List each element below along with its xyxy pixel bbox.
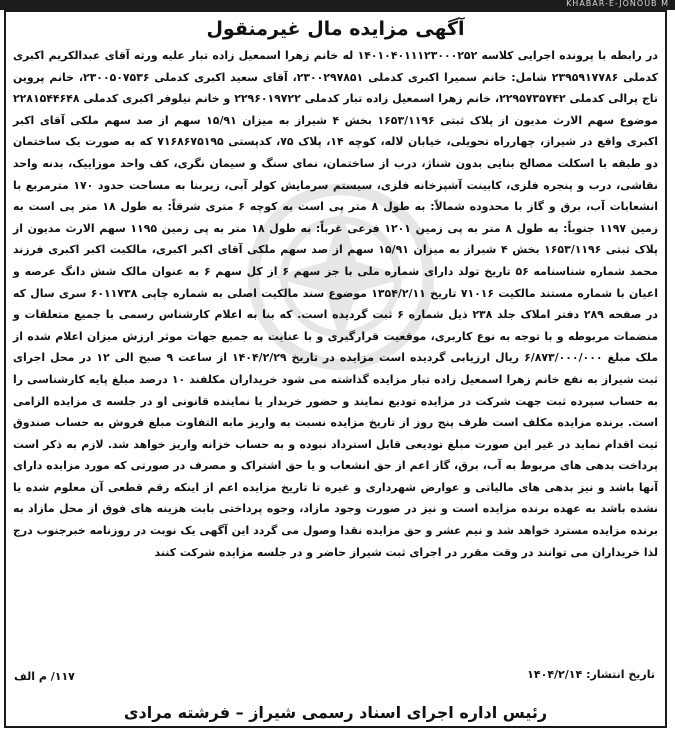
publish-info	[527, 666, 655, 684]
source-banner-text: KHABAR-E-JONOUB M	[566, 0, 669, 8]
publish-date-line	[527, 666, 655, 684]
publish-date-label: تاریخ انتشار:	[586, 668, 655, 681]
source-banner	[0, 0, 675, 10]
reference-info	[14, 668, 75, 686]
notice-title: آگهی مزایده مال غیرمنقول	[206, 18, 465, 40]
reference-number: ۱۱۷/ م الف	[14, 670, 75, 683]
publish-date: ۱۴۰۴/۲/۱۴	[527, 668, 583, 681]
notice-frame	[4, 10, 667, 728]
signature-line: رئیس اداره اجرای اسناد رسمی شیراز – فرشته مرادی	[123, 703, 548, 722]
notice-body: در رابطه با پرونده اجرایی کلاسه ۱۴۰۱۰۴۰۱۱۱۲۳۰۰۰۲۵۲ له خانم زهرا اسمعیل زاده تبار علیه ورثه آقای عبدالکریم اکبری کدملی ۲۳۹۵۹۱۷۷۸۶ شامل: خانم سمیرا اکبری کدملی ۲۳۰۰۲۹۷۸۵۱، آقای سعید اکبری کدملی ۲۳۰۰۵۰۷۵۳۶، خانم پروین تاج پرالی کدملی ۲۲۹۵۷۳۵۷۴۲، خانم زهرا اسمعیل زاده تبار کدملی ۲۲۹۶۰۱۹۷۲۲ و خانم نیلوفر اکبری کدملی ۲۲۸۱۵۴۴۶۴۸ موضوع سهم الارث مدیون از پلاک ثبتی ۱۶۵۳/۱۱۹۶ بخش ۴ شیراز به میزان ۱۵/۹۱ سهم از صد سهم ملکی آقای اکبر اکبری واقع در شیراز، چهارراه تحویلی، خیابان لاله، کوچه ۱۴، پلاک ۷۵، کدپستی ۷۱۶۸۶۷۵۱۹۵ که به صورت یک ساختمان دو طبقه با اسکلت مصالح بنایی بدون شناژ، درب از ساختمان، نمای سنگ و سیمان نگری، کف واحد موزاییک، بدنه واحد نقاشی، درب و پنجره فلزی، کابینت آشپزخانه فلزی، سیستم سرمایش کولر آبی، زیربنا به مساحت حدود ۱۷۰ مترمربع با انشعابات آب، برق و گاز با محدوده شمالاً: به طول ۸ متر پی است به کوچه ۶ متری شرقاً: به طول ۱۸ متر پی است به زمین ۱۱۹۷ جنوباً: به طول ۸ متر به پی زمین ۱۲۰۱ فرعی غرباً: به طول ۱۸ متر به پی زمین ۱۱۹۵ سهم الارث مدیون از پلاک ثبتی ۱۶۵۳/۱۱۹۶ بخش ۴ شیراز به میزان ۱۵/۹۱ سهم از صد سهم ملکی آقای اکبر اکبری، مالکیت اکبر اکبری فرزند محمد شماره شناسنامه ۵۶ تاریخ تولد دارای شماره ملی با جز سهم ۶ از کل سهم ۶ به عنوان مالک شش دانگ عرصه و اعیان با شماره مستند مالکیت ۷۱۰۱۶ تاریخ ۱۳۵۴/۲/۱۱ موضوع سند مالکیت اصلی به شماره چاپی ۶۰۱۱۷۳۸ سری سال که در صفحه ۲۸۹ دفتر املاک جلد ۲۳۸ ذیل شماره ۶ ثبت گردیده است. که بنا به اعلام کارشناس رسمی با جمیع متعلقات و منضمات مربوطه و با توجه به نوع کاربری، موقعیت قرارگیری و با عنایت به جمیع جهات موثر ارزش میزان اعلام شده از ملک مبلغ ۶/۸۷۳/۰۰۰/۰۰۰ ریال ارزیابی گردیده است مزایده در تاریخ ۱۴۰۴/۲/۲۹ از ساعت ۹ صبح الی ۱۲ در محل اجرای ثبت شیراز به نفع خانم زهرا اسمعیل زاده تبار مزایده گذاشته می شود خریداران مکلفند ۱۰ درصد مبلغ پایه کارشناسی را به حساب سپرده ثبت جهت شرکت در مزایده تودیع نمایند و حضور خریدار یا نماینده قانونی او در جلسه ی مزایده الزامی است. برنده مزایده مکلف است ظرف پنج روز از تاریخ مزایده نسبت به واریز مابه التفاوت مبلغ فروش به حساب صندوق ثبت اقدام نماید در غیر این صورت مبلغ تودیعی قابل استرداد نبوده و به حساب خزانه واریز خواهد شد. لازم به ذکر است پرداخت بدهی های مربوط به آب، برق، گاز اعم از حق انشعاب و یا حق اشتراک و مصرف در صورتی که مورد مزایده دارای آنها باشد و نیز بدهی های مالیاتی و عوارض شهرداری و غیره تا تاریخ مزایده اعم از اینکه رقم قطعی آن معلوم شده یا نشده باشد به عهده برنده مزایده است و نیز در صورت وجود مازاد، وجوه پرداختی بابت هزینه های فوق از محل مازاد به برنده مزایده مسترد خواهد شد و نیم عشر و حق مزایده نقدا وصول می گردد این آگهی یک نوبت در روزنامه خبرجنوب درج لذا خریداران می توانند در وقت مقرر در اجرای ثبت شیراز حاضر و در جلسه مزایده شرکت کنند	[13, 49, 659, 559]
notice-meta	[14, 666, 655, 706]
